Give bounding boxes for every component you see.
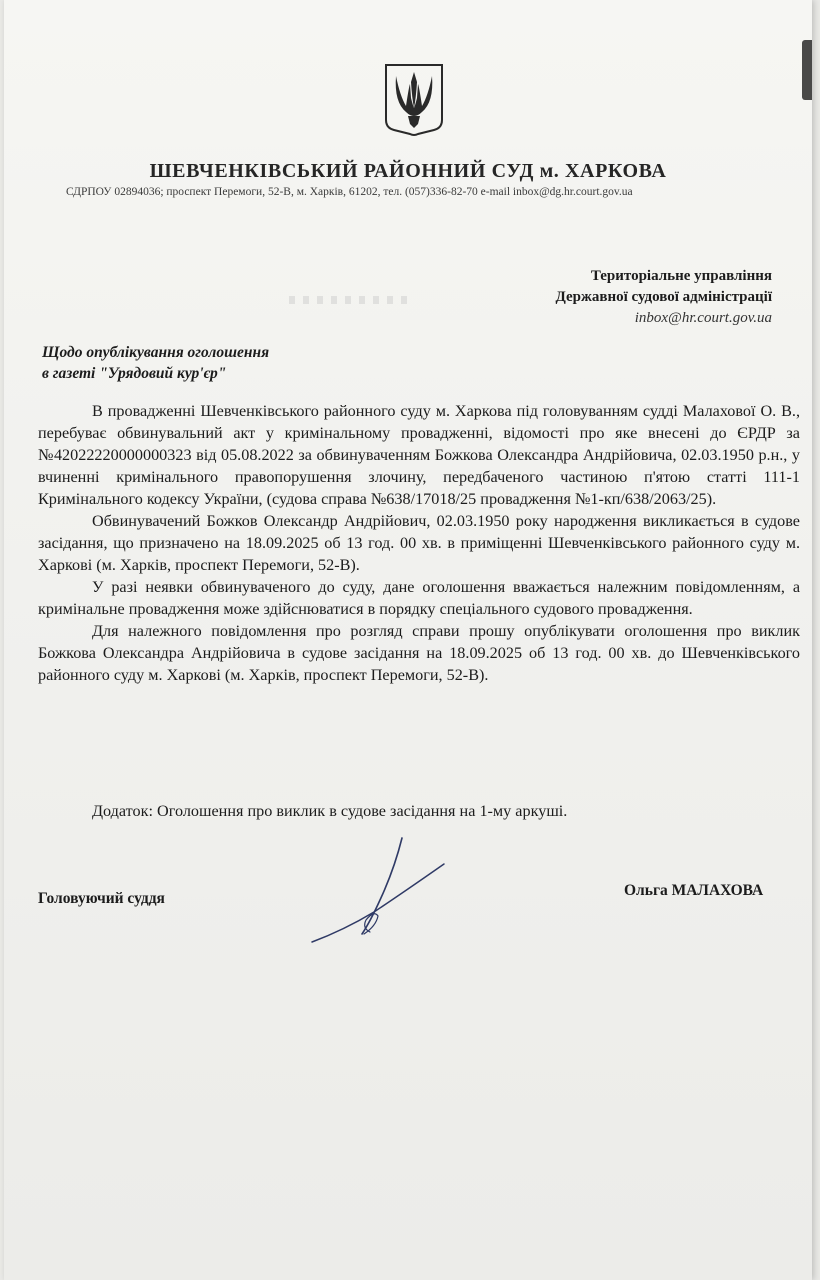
body-paragraph-1: В провадженні Шевченківського районного суду м. Харкова під головуванням судді Малахової О. В., перебуває обвинувальний акт у кримінальному провадженні, відомості про яке внесені до ЄРДР за №42022220000000323 від 05.08.2022 за обвинуваченням Божкова Олександра Андрійовича, 02.03.1950 р.н., у вчиненні кримінального правопорушення злочину, передбаченого частиною п'ятою статті 111-1 Кримінального кодексу України, (судова справа №638/17018/25 провадження №1-кп/638/2063/25). (38, 402, 800, 508)
signer-name: Ольга МАЛАХОВА (624, 882, 764, 899)
body-paragraph-2: Обвинувачений Божков Олександр Андрійович, 02.03.1950 року народження викликається в судове засідання, що призначено на 18.09.2025 об 13 год. 00 хв. в приміщенні Шевченківського районного суду м. Харкові (м. Харків, проспект Перемоги, 52-В). (38, 512, 800, 574)
subject-line-2: в газеті "Урядовий кур'єр" (42, 365, 227, 382)
faint-stamp-mark (289, 296, 409, 304)
subject-line-1: Щодо опублікування оголошення (42, 344, 270, 361)
recipient-block (556, 266, 773, 329)
court-name-heading: ШЕВЧЕНКІВСЬКИЙ РАЙОННИЙ СУД м. ХАРКОВА (149, 160, 667, 182)
attachment-note: Додаток: Оголошення про виклик в судове засідання на 1-му аркуші. (92, 802, 568, 820)
letter-body (38, 400, 800, 686)
court-contacts: СДРПОУ 02894036; проспект Перемоги, 52-В, м. Харків, 61202, тел. (057)336-82-70 e-mail inbox@dg.hr.court.gov.ua (66, 186, 633, 198)
body-paragraph-3: У разі неявки обвинуваченого до суду, дане оголошення вважається належним повідомленням, а кримінальне провадження може здійснюватися в порядку спеціального судового провадження. (38, 578, 800, 618)
body-paragraph-4: Для належного повідомлення про розгляд справи прошу опублікувати оголошення про виклик Божкова Олександра Андрійовича в судове засідання на 18.09.2025 об 13 год. 00 хв. до Шевченківського районного суду м. Харкові (м. Харків, проспект Перемоги, 52-В). (38, 622, 800, 684)
letter-page (4, 0, 812, 1280)
letter-subject (42, 342, 269, 384)
recipient-line-2: Державної судової адміністрації (555, 289, 772, 305)
handwritten-signature (304, 830, 454, 950)
signer-position: Головуючий суддя (38, 890, 165, 907)
recipient-line-1: Територіальне управління (590, 268, 772, 284)
trident-emblem-icon (382, 62, 446, 140)
page-edge-shadow (802, 40, 812, 100)
recipient-email: inbox@hr.court.gov.ua (634, 310, 772, 326)
